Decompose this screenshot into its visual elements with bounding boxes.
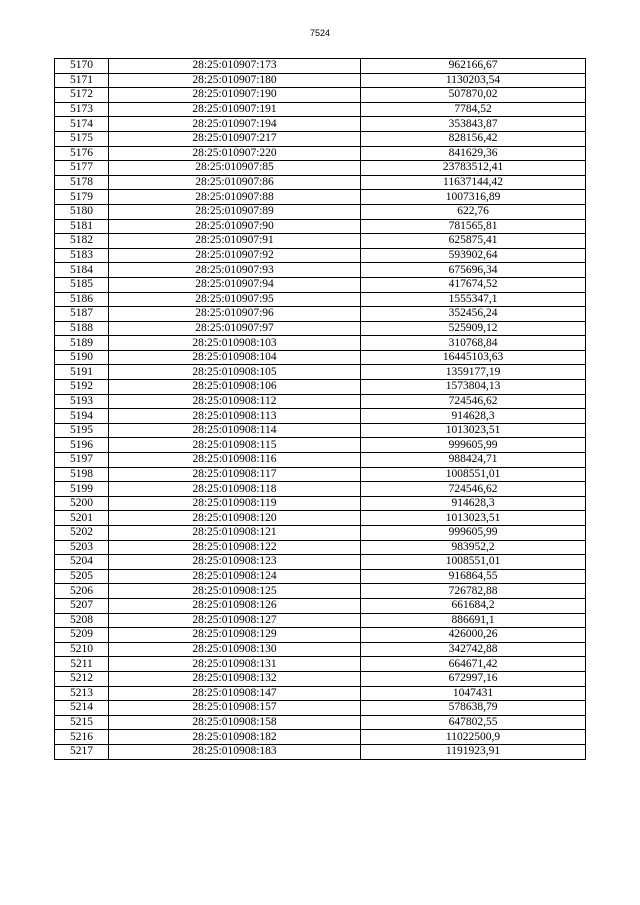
row-number-cell: 5193 [55, 394, 109, 409]
table-row [55, 715, 586, 730]
table-row [55, 190, 586, 205]
value-cell: 625875,41 [361, 234, 586, 249]
table-row [55, 438, 586, 453]
cadastral-number-cell: 28:25:010908:147 [109, 686, 361, 701]
cadastral-number-cell: 28:25:010907:86 [109, 175, 361, 190]
table-row [55, 526, 586, 541]
cadastral-number-cell: 28:25:010908:122 [109, 540, 361, 555]
row-number-cell: 5201 [55, 511, 109, 526]
value-cell: 664671,42 [361, 657, 586, 672]
value-cell: 578638,79 [361, 701, 586, 716]
row-number-cell: 5187 [55, 307, 109, 322]
row-number-cell: 5174 [55, 117, 109, 132]
value-cell: 525909,12 [361, 321, 586, 336]
value-cell: 23783512,41 [361, 161, 586, 176]
value-cell: 353843,87 [361, 117, 586, 132]
table-row [55, 204, 586, 219]
table-row [55, 175, 586, 190]
table-row [55, 292, 586, 307]
cadastral-number-cell: 28:25:010907:92 [109, 248, 361, 263]
cadastral-number-cell: 28:25:010908:130 [109, 642, 361, 657]
cadastral-number-cell: 28:25:010907:97 [109, 321, 361, 336]
table-row [55, 686, 586, 701]
table-row [55, 453, 586, 468]
cadastral-number-cell: 28:25:010908:105 [109, 365, 361, 380]
cadastral-number-cell: 28:25:010908:182 [109, 730, 361, 745]
value-cell: 11637144,42 [361, 175, 586, 190]
value-cell: 661684,2 [361, 598, 586, 613]
value-cell: 983952,2 [361, 540, 586, 555]
cadastral-number-cell: 28:25:010908:116 [109, 453, 361, 468]
value-cell: 841629,36 [361, 146, 586, 161]
cadastral-number-cell: 28:25:010907:194 [109, 117, 361, 132]
cadastral-number-cell: 28:25:010908:125 [109, 584, 361, 599]
cadastral-number-cell: 28:25:010908:118 [109, 482, 361, 497]
value-cell: 1047431 [361, 686, 586, 701]
row-number-cell: 5175 [55, 131, 109, 146]
value-cell: 1013023,51 [361, 423, 586, 438]
cadastral-number-cell: 28:25:010908:127 [109, 613, 361, 628]
table-row [55, 569, 586, 584]
cadastral-number-cell: 28:25:010908:114 [109, 423, 361, 438]
cadastral-number-cell: 28:25:010907:85 [109, 161, 361, 176]
row-number-cell: 5195 [55, 423, 109, 438]
cadastral-number-cell: 28:25:010908:124 [109, 569, 361, 584]
row-number-cell: 5186 [55, 292, 109, 307]
value-cell: 507870,02 [361, 88, 586, 103]
value-cell: 999605,99 [361, 526, 586, 541]
value-cell: 781565,81 [361, 219, 586, 234]
page-number: 7524 [309, 28, 331, 38]
row-number-cell: 5205 [55, 569, 109, 584]
table-row [55, 598, 586, 613]
table-row [55, 701, 586, 716]
row-number-cell: 5215 [55, 715, 109, 730]
value-cell: 622,76 [361, 204, 586, 219]
row-number-cell: 5208 [55, 613, 109, 628]
value-cell: 16445103,63 [361, 350, 586, 365]
value-cell: 417674,52 [361, 277, 586, 292]
value-cell: 1008551,01 [361, 467, 586, 482]
value-cell: 886691,1 [361, 613, 586, 628]
row-number-cell: 5179 [55, 190, 109, 205]
cadastral-number-cell: 28:25:010908:121 [109, 526, 361, 541]
table-row [55, 482, 586, 497]
cadastral-number-cell: 28:25:010908:157 [109, 701, 361, 716]
cadastral-number-cell: 28:25:010908:113 [109, 409, 361, 424]
table-row [55, 117, 586, 132]
value-cell: 1555347,1 [361, 292, 586, 307]
table-row [55, 350, 586, 365]
cadastral-number-cell: 28:25:010907:220 [109, 146, 361, 161]
value-cell: 726782,88 [361, 584, 586, 599]
cadastral-number-cell: 28:25:010907:88 [109, 190, 361, 205]
row-number-cell: 5184 [55, 263, 109, 278]
table-row [55, 380, 586, 395]
cadastral-number-cell: 28:25:010908:158 [109, 715, 361, 730]
table-row [55, 613, 586, 628]
value-cell: 352456,24 [361, 307, 586, 322]
cadastral-number-cell: 28:25:010908:106 [109, 380, 361, 395]
table-row [55, 131, 586, 146]
cadastral-number-cell: 28:25:010908:123 [109, 555, 361, 570]
row-number-cell: 5191 [55, 365, 109, 380]
row-number-cell: 5213 [55, 686, 109, 701]
table-row [55, 642, 586, 657]
table-row [55, 584, 586, 599]
value-cell: 988424,71 [361, 453, 586, 468]
value-cell: 310768,84 [361, 336, 586, 351]
cadastral-number-cell: 28:25:010908:115 [109, 438, 361, 453]
cadastral-number-cell: 28:25:010907:217 [109, 131, 361, 146]
cadastral-number-cell: 28:25:010907:95 [109, 292, 361, 307]
value-cell: 828156,42 [361, 131, 586, 146]
value-cell: 724546,62 [361, 482, 586, 497]
table-row [55, 307, 586, 322]
value-cell: 7784,52 [361, 102, 586, 117]
table-row [55, 161, 586, 176]
cadastral-number-cell: 28:25:010908:183 [109, 744, 361, 759]
row-number-cell: 5196 [55, 438, 109, 453]
row-number-cell: 5177 [55, 161, 109, 176]
row-number-cell: 5214 [55, 701, 109, 716]
table-row [55, 234, 586, 249]
cadastral-number-cell: 28:25:010908:131 [109, 657, 361, 672]
table-row [55, 321, 586, 336]
row-number-cell: 5217 [55, 744, 109, 759]
value-cell: 962166,67 [361, 59, 586, 74]
value-cell: 724546,62 [361, 394, 586, 409]
table-row [55, 219, 586, 234]
row-number-cell: 5204 [55, 555, 109, 570]
table-row [55, 423, 586, 438]
row-number-cell: 5185 [55, 277, 109, 292]
cadastral-number-cell: 28:25:010908:104 [109, 350, 361, 365]
cadastral-number-cell: 28:25:010907:190 [109, 88, 361, 103]
cadastral-number-cell: 28:25:010908:112 [109, 394, 361, 409]
table-row [55, 496, 586, 511]
row-number-cell: 5172 [55, 88, 109, 103]
table-row [55, 394, 586, 409]
row-number-cell: 5170 [55, 59, 109, 74]
row-number-cell: 5194 [55, 409, 109, 424]
cadastral-number-cell: 28:25:010907:191 [109, 102, 361, 117]
table-row [55, 657, 586, 672]
table-row [55, 263, 586, 278]
row-number-cell: 5210 [55, 642, 109, 657]
row-number-cell: 5183 [55, 248, 109, 263]
row-number-cell: 5197 [55, 453, 109, 468]
row-number-cell: 5171 [55, 73, 109, 88]
value-cell: 426000,26 [361, 628, 586, 643]
value-cell: 342742,88 [361, 642, 586, 657]
cadastral-number-cell: 28:25:010907:91 [109, 234, 361, 249]
row-number-cell: 5199 [55, 482, 109, 497]
row-number-cell: 5192 [55, 380, 109, 395]
row-number-cell: 5198 [55, 467, 109, 482]
row-number-cell: 5188 [55, 321, 109, 336]
value-cell: 1008551,01 [361, 555, 586, 570]
value-cell: 999605,99 [361, 438, 586, 453]
cadastral-value-table [54, 58, 586, 760]
table-row [55, 744, 586, 759]
row-number-cell: 5176 [55, 146, 109, 161]
value-cell: 593902,64 [361, 248, 586, 263]
table-row [55, 540, 586, 555]
table-row [55, 628, 586, 643]
cadastral-number-cell: 28:25:010908:119 [109, 496, 361, 511]
table-row [55, 73, 586, 88]
row-number-cell: 5209 [55, 628, 109, 643]
row-number-cell: 5180 [55, 204, 109, 219]
row-number-cell: 5173 [55, 102, 109, 117]
table-row [55, 467, 586, 482]
row-number-cell: 5190 [55, 350, 109, 365]
value-cell: 647802,55 [361, 715, 586, 730]
table-row [55, 102, 586, 117]
cadastral-number-cell: 28:25:010907:180 [109, 73, 361, 88]
cadastral-number-cell: 28:25:010907:94 [109, 277, 361, 292]
value-cell: 1013023,51 [361, 511, 586, 526]
cadastral-number-cell: 28:25:010908:120 [109, 511, 361, 526]
row-number-cell: 5189 [55, 336, 109, 351]
row-number-cell: 5207 [55, 598, 109, 613]
value-cell: 675696,34 [361, 263, 586, 278]
cadastral-number-cell: 28:25:010907:89 [109, 204, 361, 219]
table-row [55, 146, 586, 161]
value-cell: 914628,3 [361, 496, 586, 511]
value-cell: 1130203,54 [361, 73, 586, 88]
row-number-cell: 5206 [55, 584, 109, 599]
row-number-cell: 5216 [55, 730, 109, 745]
table-row [55, 409, 586, 424]
row-number-cell: 5181 [55, 219, 109, 234]
value-cell: 1359177,19 [361, 365, 586, 380]
cadastral-number-cell: 28:25:010908:103 [109, 336, 361, 351]
table-row [55, 730, 586, 745]
row-number-cell: 5202 [55, 526, 109, 541]
row-number-cell: 5212 [55, 671, 109, 686]
value-cell: 1007316,89 [361, 190, 586, 205]
cadastral-number-cell: 28:25:010908:126 [109, 598, 361, 613]
cadastral-number-cell: 28:25:010907:96 [109, 307, 361, 322]
cadastral-number-cell: 28:25:010907:90 [109, 219, 361, 234]
table-row [55, 277, 586, 292]
value-cell: 916864,55 [361, 569, 586, 584]
table-row [55, 511, 586, 526]
table-row [55, 88, 586, 103]
row-number-cell: 5178 [55, 175, 109, 190]
cadastral-number-cell: 28:25:010907:93 [109, 263, 361, 278]
table-body [55, 59, 586, 760]
value-cell: 1573804,13 [361, 380, 586, 395]
value-cell: 11022500,9 [361, 730, 586, 745]
cadastral-number-cell: 28:25:010908:129 [109, 628, 361, 643]
row-number-cell: 5211 [55, 657, 109, 672]
value-cell: 672997,16 [361, 671, 586, 686]
value-cell: 1191923,91 [361, 744, 586, 759]
table-row [55, 248, 586, 263]
cadastral-number-cell: 28:25:010908:117 [109, 467, 361, 482]
cadastral-number-cell: 28:25:010907:173 [109, 59, 361, 74]
table-row [55, 671, 586, 686]
value-cell: 914628,3 [361, 409, 586, 424]
table-row [55, 555, 586, 570]
cadastral-number-cell: 28:25:010908:132 [109, 671, 361, 686]
row-number-cell: 5200 [55, 496, 109, 511]
table-row [55, 59, 586, 74]
row-number-cell: 5182 [55, 234, 109, 249]
table-row [55, 336, 586, 351]
table-row [55, 365, 586, 380]
row-number-cell: 5203 [55, 540, 109, 555]
